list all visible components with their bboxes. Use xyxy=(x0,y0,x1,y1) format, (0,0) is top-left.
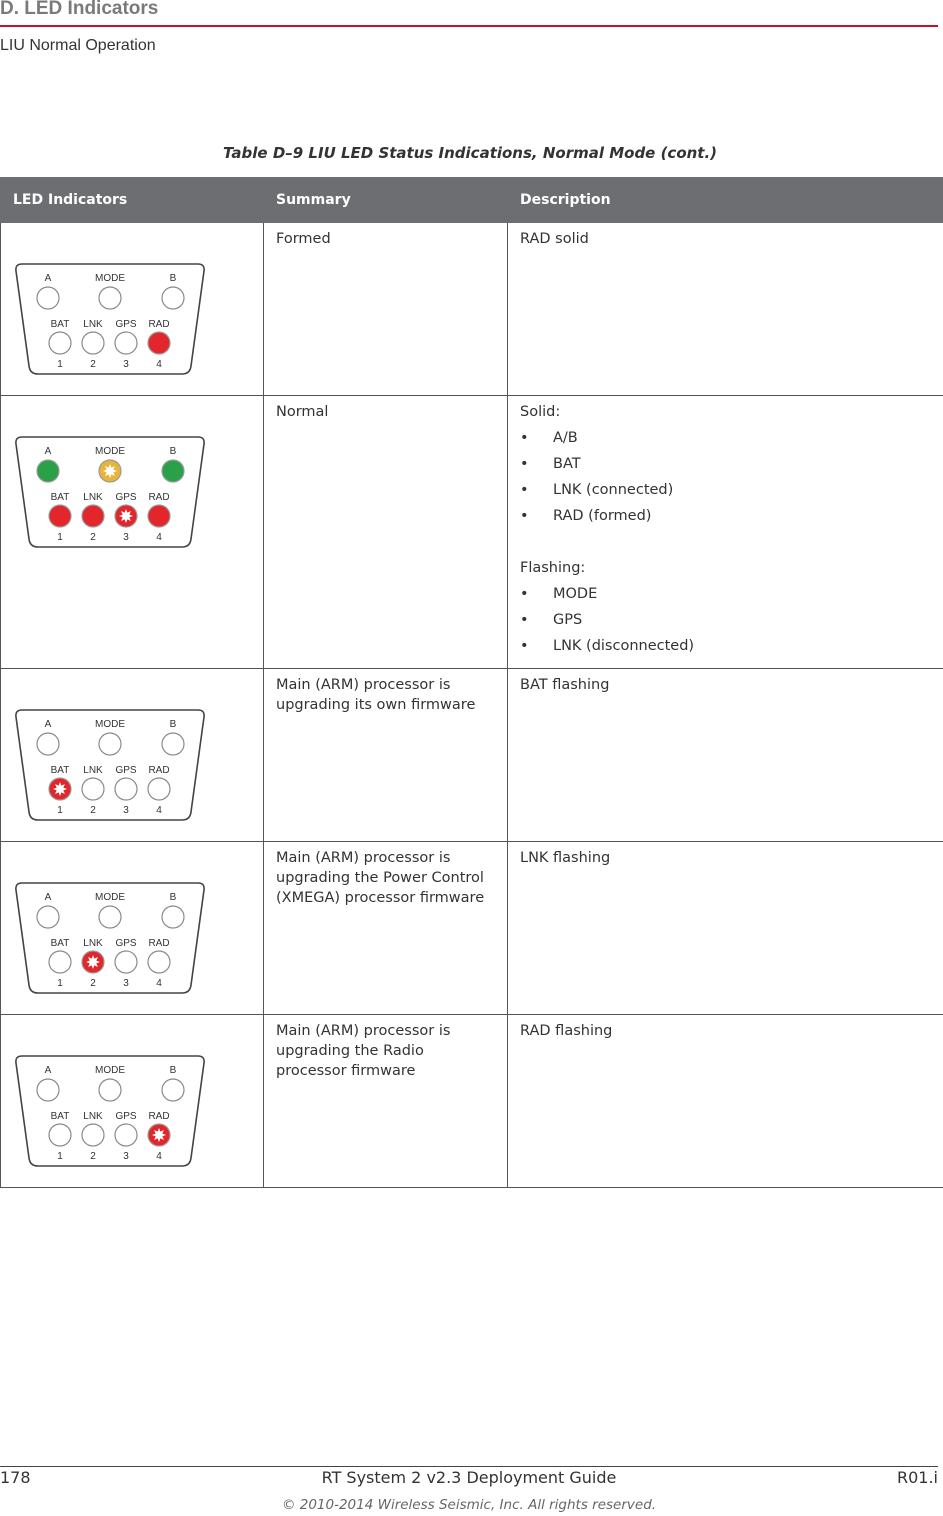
led-label-b: B xyxy=(169,719,177,730)
led-label-rad: RAD xyxy=(148,492,170,503)
led-b xyxy=(162,287,184,309)
copyright: © 2010-2014 Wireless Seismic, Inc. All rights reserved. xyxy=(281,1497,657,1513)
summary-cell: Main (ARM) processor is upgrading the Power Control (XMEGA) processor firmware xyxy=(264,842,508,1015)
led-b xyxy=(162,906,184,928)
led-gps xyxy=(115,332,137,354)
list-item: • A/B xyxy=(520,428,931,448)
led-label-a: A xyxy=(44,273,52,284)
column-header-summary: Summary xyxy=(264,178,508,223)
led-label-bat: BAT xyxy=(50,938,70,949)
led-number-label: 1 xyxy=(57,359,63,370)
led-indicator-cell xyxy=(1,669,264,842)
table-header-row xyxy=(1,178,943,223)
led-number-label: 4 xyxy=(156,1151,162,1162)
led-label-lnk: LNK xyxy=(83,765,103,776)
led-label-rad: RAD xyxy=(148,319,170,330)
led-rad xyxy=(148,505,170,527)
summary-cell: Normal xyxy=(264,396,508,669)
led-label-b: B xyxy=(169,273,177,284)
led-bat xyxy=(49,778,71,800)
description-cell: BAT flashing xyxy=(508,669,943,842)
led-gps xyxy=(115,951,137,973)
led-number-label: 1 xyxy=(57,532,63,543)
column-header-led-indicators: LED Indicators xyxy=(1,178,264,223)
list-item: • RAD (formed) xyxy=(520,506,931,526)
led-bat xyxy=(49,332,71,354)
description-cell xyxy=(508,396,943,669)
led-number-label: 4 xyxy=(156,359,162,370)
led-label-gps: GPS xyxy=(115,765,137,776)
led-number-label: 1 xyxy=(57,1151,63,1162)
led-label-lnk: LNK xyxy=(83,492,103,503)
list-item: • MODE xyxy=(520,584,931,604)
led-mode xyxy=(99,460,121,482)
section-title: D. LED Indicators xyxy=(0,0,159,19)
led-panel xyxy=(13,434,207,550)
led-label-rad: RAD xyxy=(148,765,170,776)
table-row xyxy=(1,396,943,669)
led-label-rad: RAD xyxy=(148,938,170,949)
flash-burst-icon xyxy=(103,464,117,478)
led-label-lnk: LNK xyxy=(83,938,103,949)
led-label-a: A xyxy=(44,446,52,457)
led-a xyxy=(37,460,59,482)
led-rad xyxy=(148,778,170,800)
guide-title: RT System 2 v2.3 Deployment Guide xyxy=(321,1468,617,1487)
flash-burst-icon xyxy=(53,782,67,796)
led-gps xyxy=(115,1124,137,1146)
led-label-mode: MODE xyxy=(95,1065,125,1076)
table-caption: Table D–9 LIU LED Status Indications, Normal Mode (cont.) xyxy=(222,144,718,162)
led-label-a: A xyxy=(44,892,52,903)
led-gps xyxy=(115,778,137,800)
summary-cell: Formed xyxy=(264,223,508,396)
led-label-rad: RAD xyxy=(148,1111,170,1122)
led-number-label: 2 xyxy=(90,978,96,989)
led-bat xyxy=(49,1124,71,1146)
led-panel xyxy=(13,707,207,823)
led-number-label: 2 xyxy=(90,359,96,370)
led-label-b: B xyxy=(169,892,177,903)
led-number-label: 2 xyxy=(90,1151,96,1162)
led-indicator-cell xyxy=(1,396,264,669)
led-number-label: 3 xyxy=(123,978,129,989)
led-number-label: 4 xyxy=(156,805,162,816)
description-cell: RAD flashing xyxy=(508,1015,943,1188)
column-header-description: Description xyxy=(508,178,943,223)
solid-list xyxy=(520,428,931,526)
led-label-a: A xyxy=(44,1065,52,1076)
led-panel xyxy=(13,261,207,377)
led-mode xyxy=(99,1079,121,1101)
led-label-lnk: LNK xyxy=(83,1111,103,1122)
led-label-lnk: LNK xyxy=(83,319,103,330)
led-panel xyxy=(13,880,207,996)
led-a xyxy=(37,906,59,928)
led-number-label: 4 xyxy=(156,978,162,989)
page-number: 178 xyxy=(0,1468,31,1487)
led-lnk xyxy=(82,778,104,800)
summary-cell: Main (ARM) processor is upgrading its own firmware xyxy=(264,669,508,842)
led-label-bat: BAT xyxy=(50,492,70,503)
flashing-label: Flashing: xyxy=(520,560,586,576)
led-label-mode: MODE xyxy=(95,446,125,457)
led-b xyxy=(162,733,184,755)
list-item: • LNK (disconnected) xyxy=(520,636,931,656)
flashing-list xyxy=(520,584,931,656)
led-mode xyxy=(99,733,121,755)
solid-label: Solid: xyxy=(520,404,561,420)
table-row xyxy=(1,223,943,396)
led-number-label: 3 xyxy=(123,532,129,543)
led-label-gps: GPS xyxy=(115,938,137,949)
led-rad xyxy=(148,1124,170,1146)
revision: R01.i xyxy=(896,1468,938,1487)
led-lnk xyxy=(82,505,104,527)
header-rule xyxy=(0,25,938,27)
table-row xyxy=(1,1015,943,1188)
flash-burst-icon xyxy=(152,1128,166,1142)
led-a xyxy=(37,733,59,755)
summary-cell: Main (ARM) processor is upgrading the Radio processor firmware xyxy=(264,1015,508,1188)
led-indicator-cell xyxy=(1,842,264,1015)
led-bat xyxy=(49,505,71,527)
led-rad xyxy=(148,332,170,354)
led-label-bat: BAT xyxy=(50,1111,70,1122)
led-lnk xyxy=(82,332,104,354)
led-status-table xyxy=(0,177,943,1188)
led-number-label: 2 xyxy=(90,805,96,816)
led-label-b: B xyxy=(169,446,177,457)
led-number-label: 4 xyxy=(156,532,162,543)
led-label-bat: BAT xyxy=(50,765,70,776)
led-bat xyxy=(49,951,71,973)
list-item: • BAT xyxy=(520,454,931,474)
table-row xyxy=(1,842,943,1015)
led-indicator-cell xyxy=(1,1015,264,1188)
led-panel xyxy=(13,1053,207,1169)
led-a xyxy=(37,1079,59,1101)
flash-burst-icon xyxy=(86,955,100,969)
led-label-gps: GPS xyxy=(115,492,137,503)
led-number-label: 1 xyxy=(57,978,63,989)
led-label-bat: BAT xyxy=(50,319,70,330)
led-number-label: 3 xyxy=(123,1151,129,1162)
footer-rule xyxy=(0,1466,938,1467)
table-row xyxy=(1,669,943,842)
led-number-label: 1 xyxy=(57,805,63,816)
description-cell: RAD solid xyxy=(508,223,943,396)
led-label-mode: MODE xyxy=(95,719,125,730)
led-label-gps: GPS xyxy=(115,1111,137,1122)
led-number-label: 3 xyxy=(123,359,129,370)
led-number-label: 3 xyxy=(123,805,129,816)
led-b xyxy=(162,1079,184,1101)
led-b xyxy=(162,460,184,482)
led-a xyxy=(37,287,59,309)
flash-burst-icon xyxy=(119,509,133,523)
led-indicator-cell xyxy=(1,223,264,396)
description-cell: LNK flashing xyxy=(508,842,943,1015)
led-label-b: B xyxy=(169,1065,177,1076)
led-mode xyxy=(99,906,121,928)
led-lnk xyxy=(82,1124,104,1146)
led-label-mode: MODE xyxy=(95,892,125,903)
led-lnk xyxy=(82,951,104,973)
led-label-a: A xyxy=(44,719,52,730)
list-item: • GPS xyxy=(520,610,931,630)
led-label-gps: GPS xyxy=(115,319,137,330)
led-label-mode: MODE xyxy=(95,273,125,284)
list-item: • LNK (connected) xyxy=(520,480,931,500)
led-number-label: 2 xyxy=(90,532,96,543)
led-rad xyxy=(148,951,170,973)
section-subtitle: LIU Normal Operation xyxy=(0,37,156,54)
led-gps xyxy=(115,505,137,527)
led-mode xyxy=(99,287,121,309)
